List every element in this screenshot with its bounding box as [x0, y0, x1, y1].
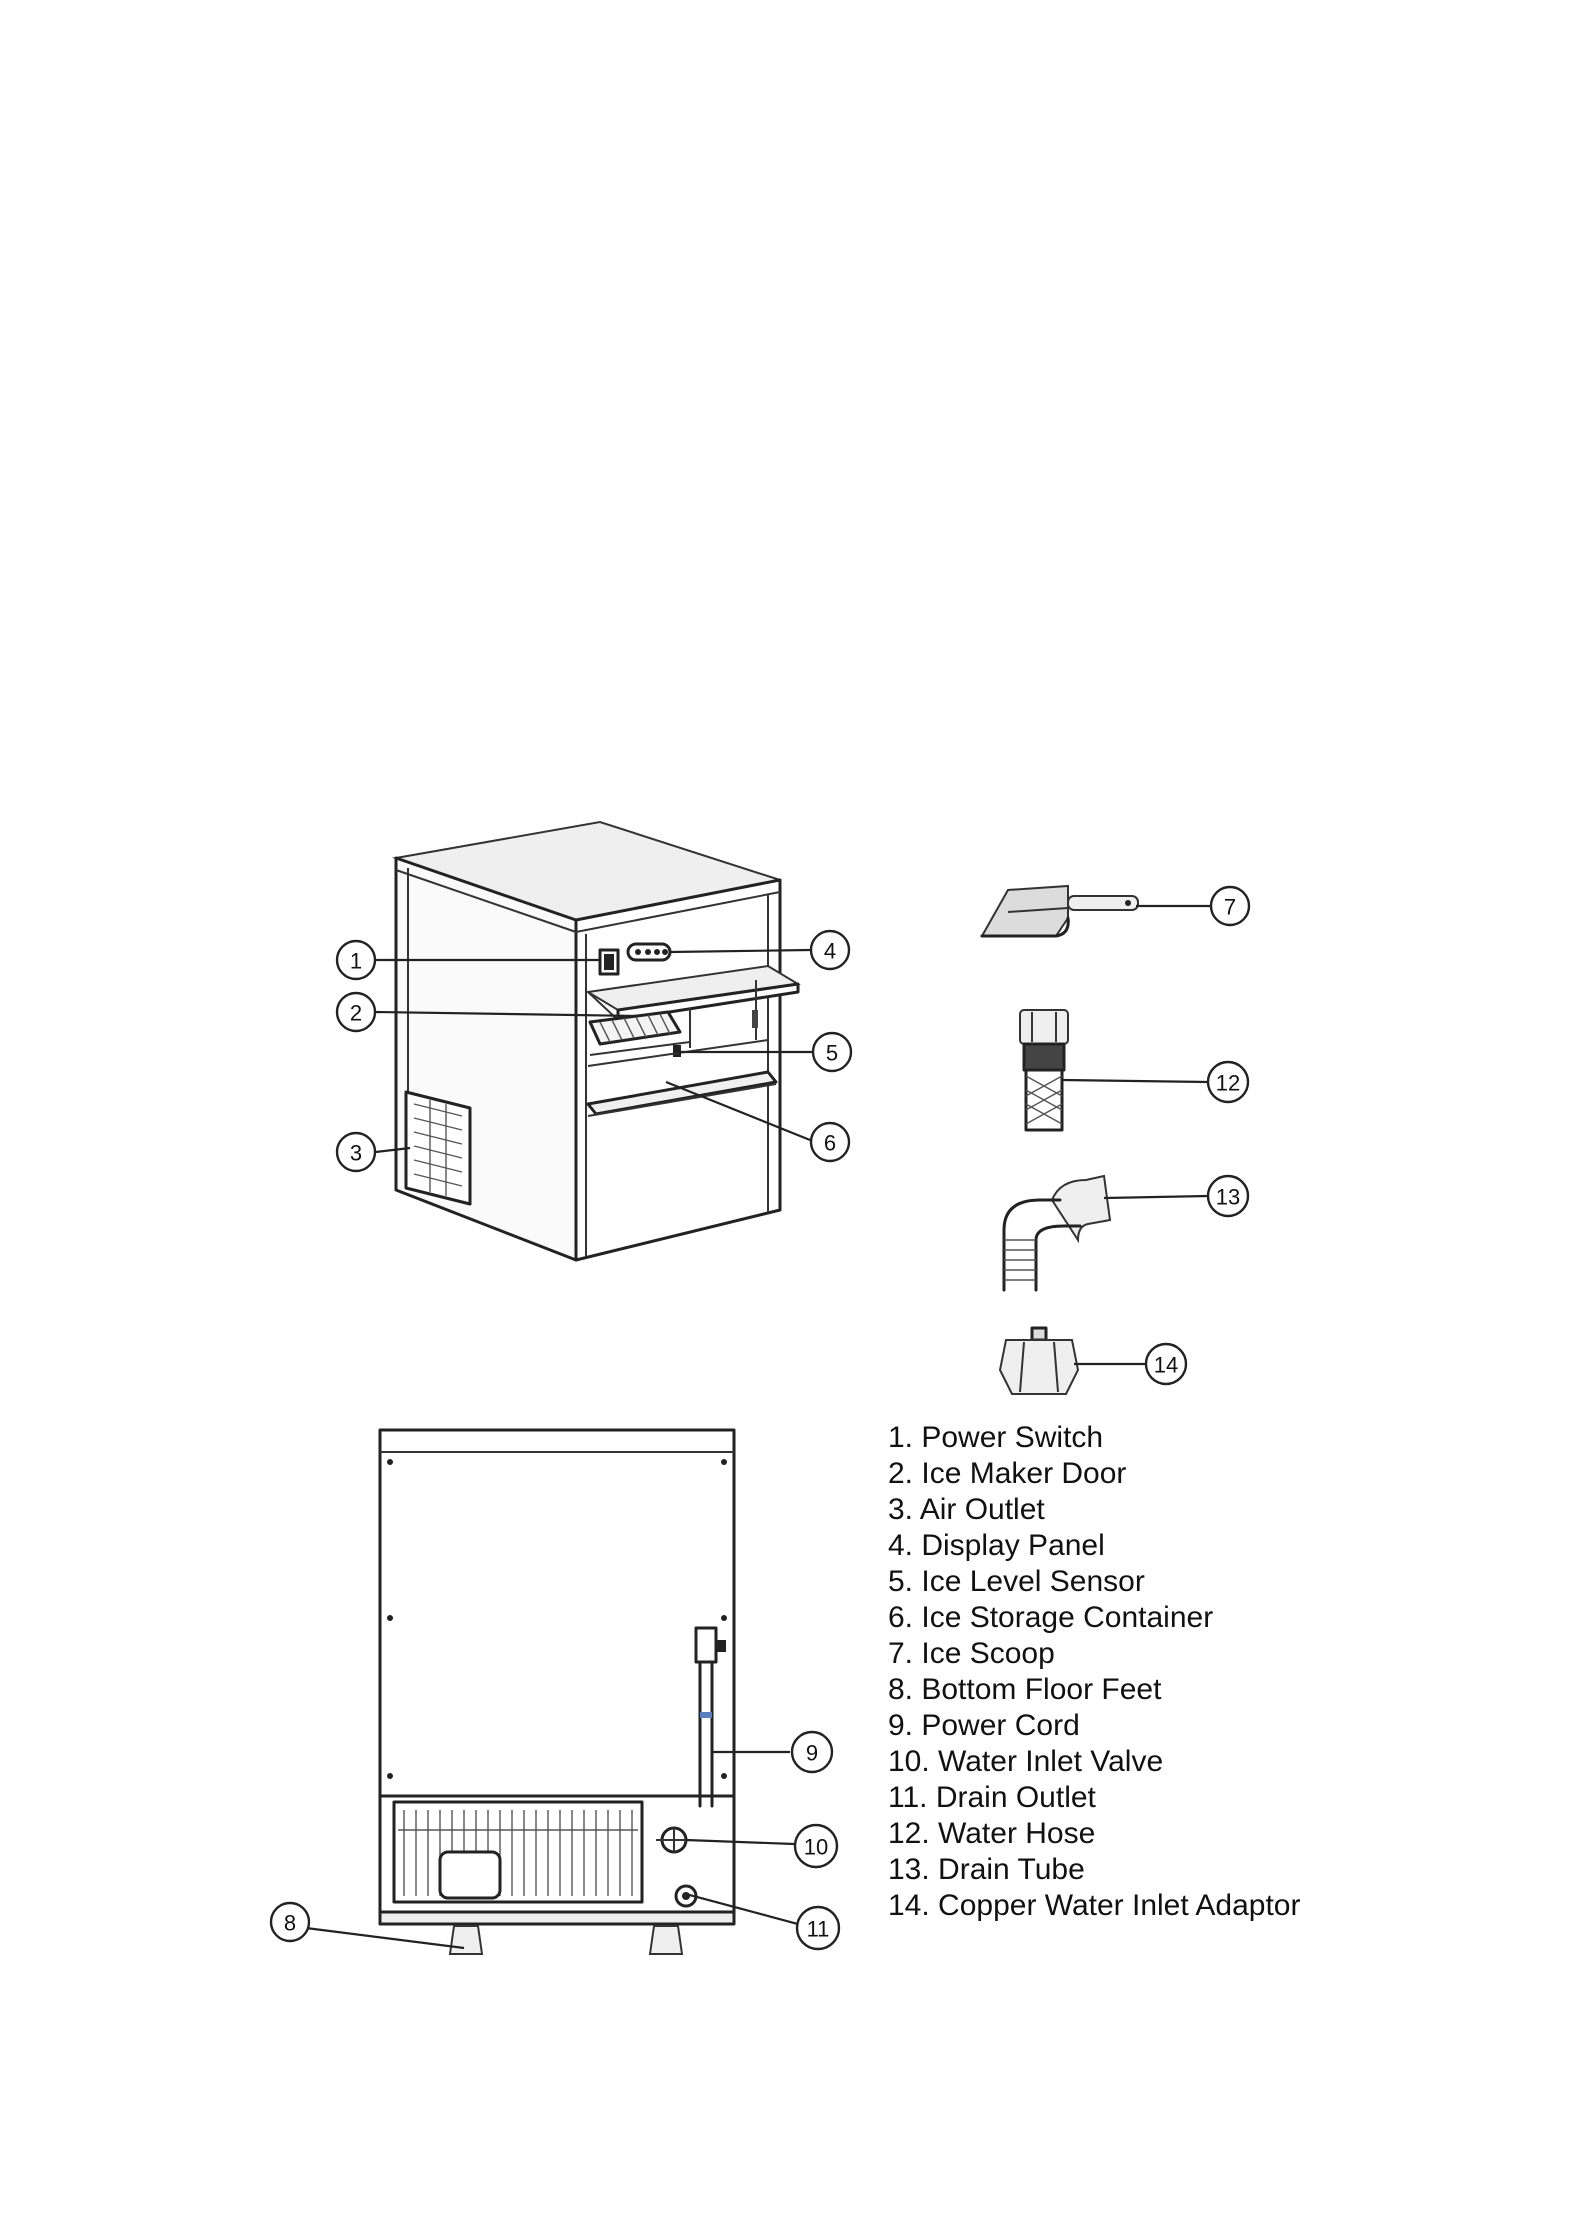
- callout-number: 2: [349, 1000, 363, 1026]
- callout-number: 12: [1215, 1070, 1241, 1096]
- callout-number: 9: [805, 1740, 819, 1766]
- legend-item: 4. Display Panel: [888, 1529, 1105, 1562]
- legend-item: 7. Ice Scoop: [888, 1637, 1055, 1670]
- callout-number: 11: [806, 1916, 830, 1942]
- legend-item: 9. Power Cord: [888, 1709, 1080, 1742]
- rear-view: [380, 1430, 734, 1954]
- legend-item: 12. Water Hose: [888, 1817, 1096, 1850]
- callout-12: [1208, 1062, 1248, 1102]
- callout-13: [1208, 1176, 1248, 1216]
- callout-10: [795, 1825, 837, 1867]
- legend-item: 3. Air Outlet: [888, 1493, 1045, 1526]
- callout-number: 6: [823, 1130, 837, 1156]
- legend-item: 13. Drain Tube: [888, 1853, 1085, 1886]
- callout-8: [271, 1903, 309, 1941]
- callout-number: 5: [825, 1040, 839, 1066]
- legend-item: 1. Power Switch: [888, 1421, 1104, 1454]
- callout-number: 7: [1223, 894, 1237, 920]
- callout-number: 8: [283, 1910, 297, 1936]
- callout-5: [813, 1033, 851, 1071]
- water-hose-illustration: [1020, 1010, 1068, 1130]
- legend-item: 14. Copper Water Inlet Adaptor: [888, 1889, 1301, 1922]
- legend-item: 10. Water Inlet Valve: [888, 1745, 1164, 1778]
- front-view: [396, 822, 798, 1260]
- legend-item: 11. Drain Outlet: [888, 1781, 1096, 1814]
- parts-legend: [888, 1420, 1300, 1924]
- callout-1: [337, 941, 375, 979]
- legend-item: 2. Ice Maker Door: [888, 1457, 1127, 1490]
- ice-scoop-illustration: [982, 886, 1138, 936]
- copper-adaptor-illustration: [1000, 1328, 1078, 1394]
- callout-number: 4: [823, 938, 837, 964]
- callout-number: 10: [803, 1834, 829, 1860]
- callout-number: 3: [349, 1140, 363, 1166]
- callout-4: [811, 931, 849, 969]
- legend-item: 6. Ice Storage Container: [888, 1601, 1214, 1634]
- callout-number: 1: [349, 948, 363, 974]
- callout-3: [337, 1133, 375, 1171]
- callout-9: [792, 1732, 832, 1772]
- callout-11: [797, 1907, 839, 1949]
- legend-item: 8. Bottom Floor Feet: [888, 1673, 1162, 1706]
- callout-7: [1211, 887, 1249, 925]
- callout-14: [1146, 1344, 1186, 1384]
- legend-item: 5. Ice Level Sensor: [888, 1565, 1145, 1598]
- callout-6: [811, 1123, 849, 1161]
- callout-number: 13: [1215, 1184, 1241, 1210]
- drain-tube-illustration: [1004, 1176, 1110, 1290]
- callout-number: 14: [1153, 1352, 1179, 1378]
- callout-2: [337, 993, 375, 1031]
